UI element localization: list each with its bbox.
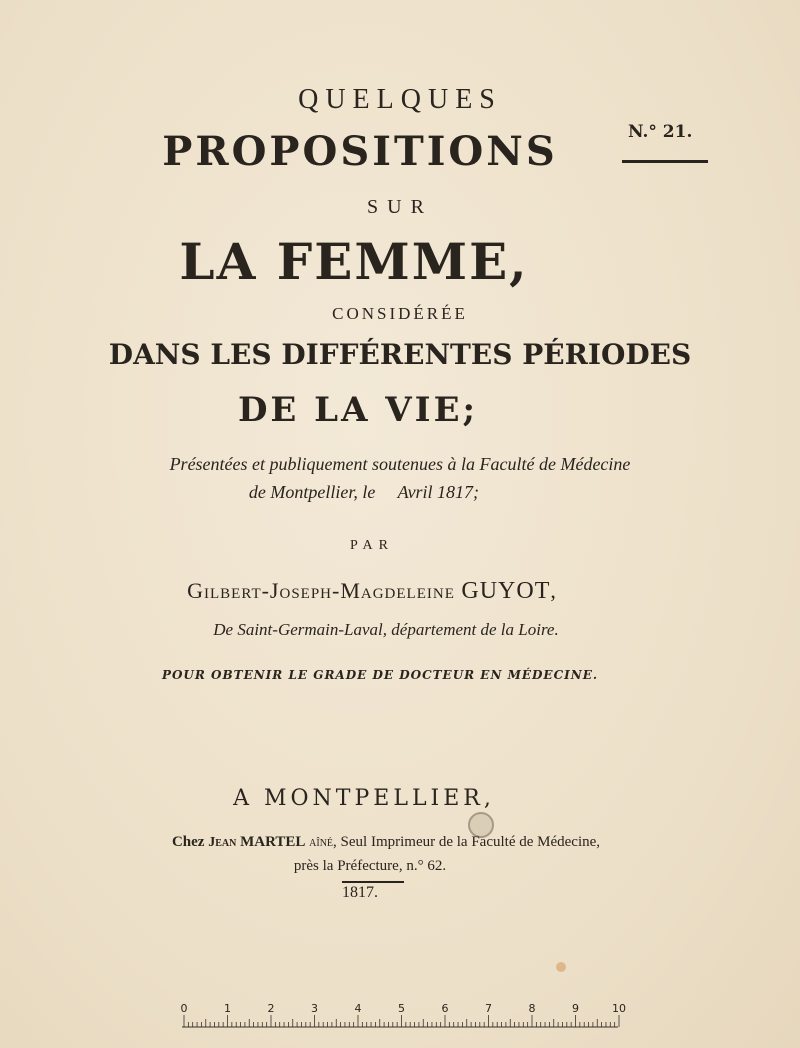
imprint-printer-name: Jean: [208, 835, 237, 850]
imprint-rest: , Seul Imprimeur de la Faculté de Médecine,: [333, 834, 601, 850]
paper-stain: [556, 962, 566, 972]
scale-label: 0: [180, 1002, 188, 1015]
imprint-chez: Chez: [171, 834, 205, 850]
degree-purpose: POUR OBTENIR LE GRADE DE DOCTEUR EN MÉDECINE.: [161, 668, 599, 682]
imprint-printer-surname: MARTEL: [240, 834, 306, 850]
imprint-rule: [342, 881, 404, 883]
scale-label: 9: [572, 1002, 579, 1015]
imprint-year: 1817.: [342, 884, 378, 901]
scale-label: 8: [528, 1002, 536, 1015]
scale-label: 10: [612, 1002, 626, 1015]
imprint-address: près la Préfecture, n.° 62.: [293, 858, 447, 874]
scale-ruler-graphic: [180, 1014, 620, 1030]
catalog-number: N.° 21.: [628, 122, 693, 142]
title-line-sur: SUR: [367, 196, 433, 218]
scale-label: 2: [267, 1002, 275, 1015]
imprint-city: A MONTPELLIER,: [233, 786, 495, 811]
scale-label: 1: [224, 1002, 231, 1015]
author-line: [0, 578, 772, 605]
author-surname: GUYOT: [461, 578, 551, 604]
title-line-consideree: CONSIDÉRÉE: [332, 304, 468, 323]
imprint-aine: aîné: [309, 835, 334, 850]
author-origin: De Saint-Germain-Laval, département de la Loire.: [213, 620, 559, 639]
scale-label: 5: [398, 1002, 405, 1015]
imprint-printer-line: [0, 834, 786, 851]
par-label: PAR: [350, 538, 394, 553]
scale-label: 7: [485, 1002, 492, 1015]
scale-ruler: [180, 1002, 626, 1032]
catalog-number-rule: [622, 160, 708, 163]
scale-label: 6: [441, 1002, 449, 1015]
author-given-names: Gilbert-Joseph-Magdeleine: [187, 578, 455, 603]
presentation-line-2: de Montpellier, le Avril 1817;: [248, 482, 480, 502]
title-line-propositions: PROPOSITIONS: [162, 128, 558, 175]
scale-label: 4: [354, 1002, 362, 1015]
author-trailing: ,: [550, 578, 557, 603]
title-line-periodes: DANS LES DIFFÉRENTES PÉRIODES: [108, 338, 692, 371]
title-line-quelques: QUELQUES: [298, 84, 502, 115]
title-line-de-la-vie: DE LA VIE;: [237, 390, 479, 430]
presentation-line-1: Présentées et publiquement soutenues à la Faculté de Médecine: [169, 454, 631, 474]
scale-label: 3: [311, 1002, 318, 1015]
title-line-la-femme: LA FEMME,: [179, 232, 529, 291]
